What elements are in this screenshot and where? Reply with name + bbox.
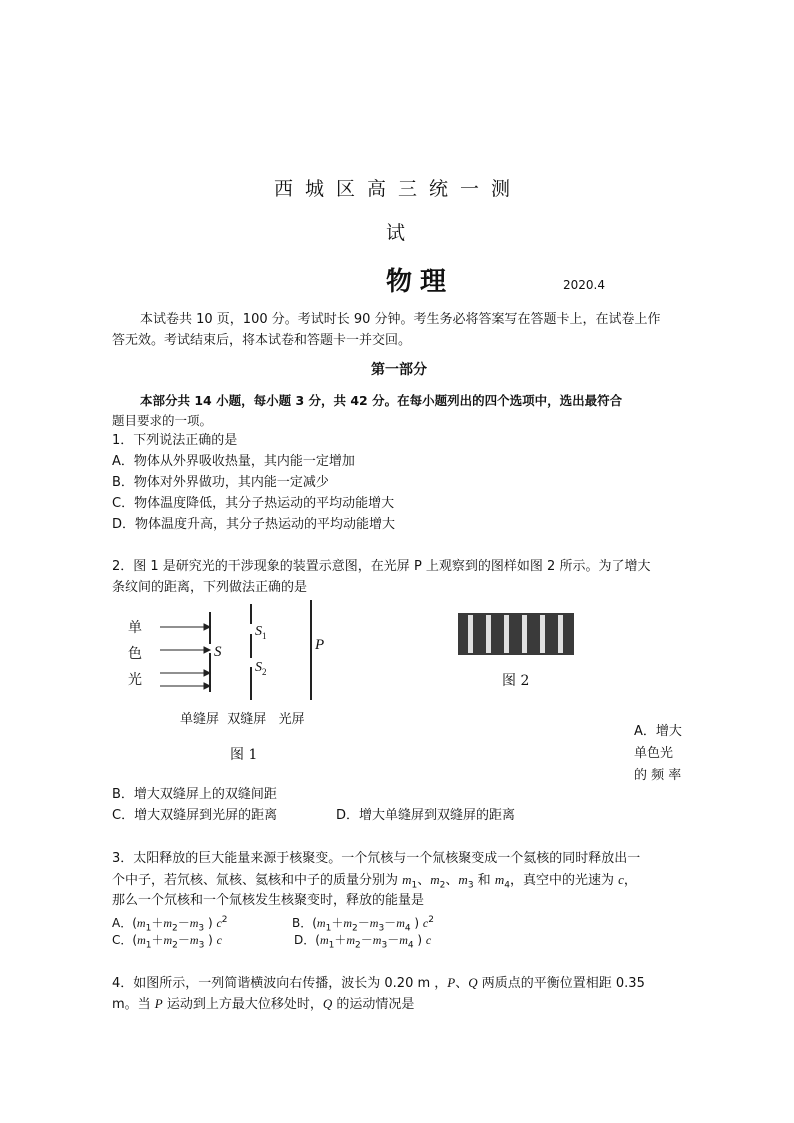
interference-fringes — [458, 613, 574, 655]
light-label-char3: 光 — [128, 672, 142, 688]
title-line2: 试 — [386, 222, 406, 244]
label-s2: $S_2$ — [255, 660, 267, 677]
part1-instructions-line2: 题目要求的一项。 — [112, 413, 213, 428]
q2-option-d: D．增大单缝屏到双缝屏的距离 — [336, 808, 516, 823]
q1-option-d: D．物体温度升高，其分子热运动的平均动能增大 — [112, 517, 396, 532]
q3-option-b: B．($m_1+m_2-m_3-m_4$ ) $c^2$ — [292, 915, 434, 934]
q2-option-c: C．增大双缝屏到光屏的距离 — [112, 808, 278, 823]
label-s: S — [214, 644, 222, 660]
q2-stem-line1: 2．图 1 是研究光的干涉现象的装置示意图，在光屏 P 上观察到的图样如图 2 所示。为了增大 — [112, 559, 651, 574]
q3-option-d: D．($m_1+m_2-m_3-m_4$ ) c — [294, 933, 432, 951]
q2-option-b: B．增大双缝屏上的双缝间距 — [112, 787, 277, 802]
q3-stem-line3: 那么一个氘核和一个氚核发生核聚变时，释放的能量是 — [112, 893, 425, 908]
q1-option-a: A．物体从外界吸收热量，其内能一定增加 — [112, 454, 355, 469]
q3-stem-line1: 3．太阳释放的巨大能量来源于核聚变。一个氘核与一个氚核聚变成一个氦核的同时释放出一 — [112, 851, 641, 866]
q3-option-a: A．($m_1+m_2-m_3$ ) $c^2$ — [112, 915, 228, 934]
part1-heading: 第一部分 — [371, 362, 427, 378]
light-label-char2: 色 — [128, 646, 142, 662]
q3-stem-line2: 个中子，若氘核、氚核、氦核和中子的质量分别为 $m_1$、$m_2$、$m_3$ 和 $m_4$，真空中的光速为 c， — [112, 872, 637, 891]
q1-option-c: C．物体温度降低，其分子热运动的平均动能增大 — [112, 496, 395, 511]
subject-title: 物理 — [386, 267, 455, 297]
figure-1 — [120, 600, 350, 770]
q2-option-a-line3: 的 频 率 — [634, 768, 682, 783]
screen-labels: 单缝屏 双缝屏 光屏 — [180, 712, 305, 727]
q4-stem-line1: 4．如图所示，一列简谐横波向右传播，波长为 0.20 m ，P、Q 两质点的平衡位置相距 0.35 — [112, 975, 645, 991]
q2-stem-line2: 条纹间的距离，下列做法正确的是 — [112, 580, 308, 595]
label-p: P — [315, 637, 325, 653]
q1-stem: 1．下列说法正确的是 — [112, 433, 238, 448]
figure-2 — [458, 613, 574, 655]
part1-instructions-line1: 本部分共 14 小题，每小题 3 分，共 42 分。在每小题列出的四个选项中，选出最符合 — [140, 393, 623, 408]
light-rays — [160, 624, 210, 689]
q3-option-c: C．($m_1+m_2-m_3$ ) c — [112, 933, 222, 951]
figure-1-caption: 图 1 — [230, 747, 258, 763]
figure-2-caption: 图 2 — [502, 673, 530, 689]
light-label-char1: 单 — [128, 620, 142, 636]
q2-option-a-line2: 单色光 — [634, 746, 674, 761]
exam-date: 2020.4 — [563, 278, 605, 292]
q1-option-b: B．物体对外界做功，其内能一定减少 — [112, 475, 329, 490]
q4-stem-line2: m。当 P 运动到上方最大位移处时，Q 的运动情况是 — [112, 996, 415, 1012]
title-line1: 西城区高三统一测 — [274, 178, 523, 200]
q2-option-a-line1: A．增大 — [634, 724, 682, 739]
intro-line2: 答无效。考试结束后，将本试卷和答题卡一并交回。 — [112, 333, 412, 348]
intro-line1: 本试卷共 10 页，100 分。考试时长 90 分钟。考生务必将答案写在答题卡上，在试卷上作 — [140, 312, 661, 327]
label-s1: $S_1$ — [255, 624, 267, 641]
